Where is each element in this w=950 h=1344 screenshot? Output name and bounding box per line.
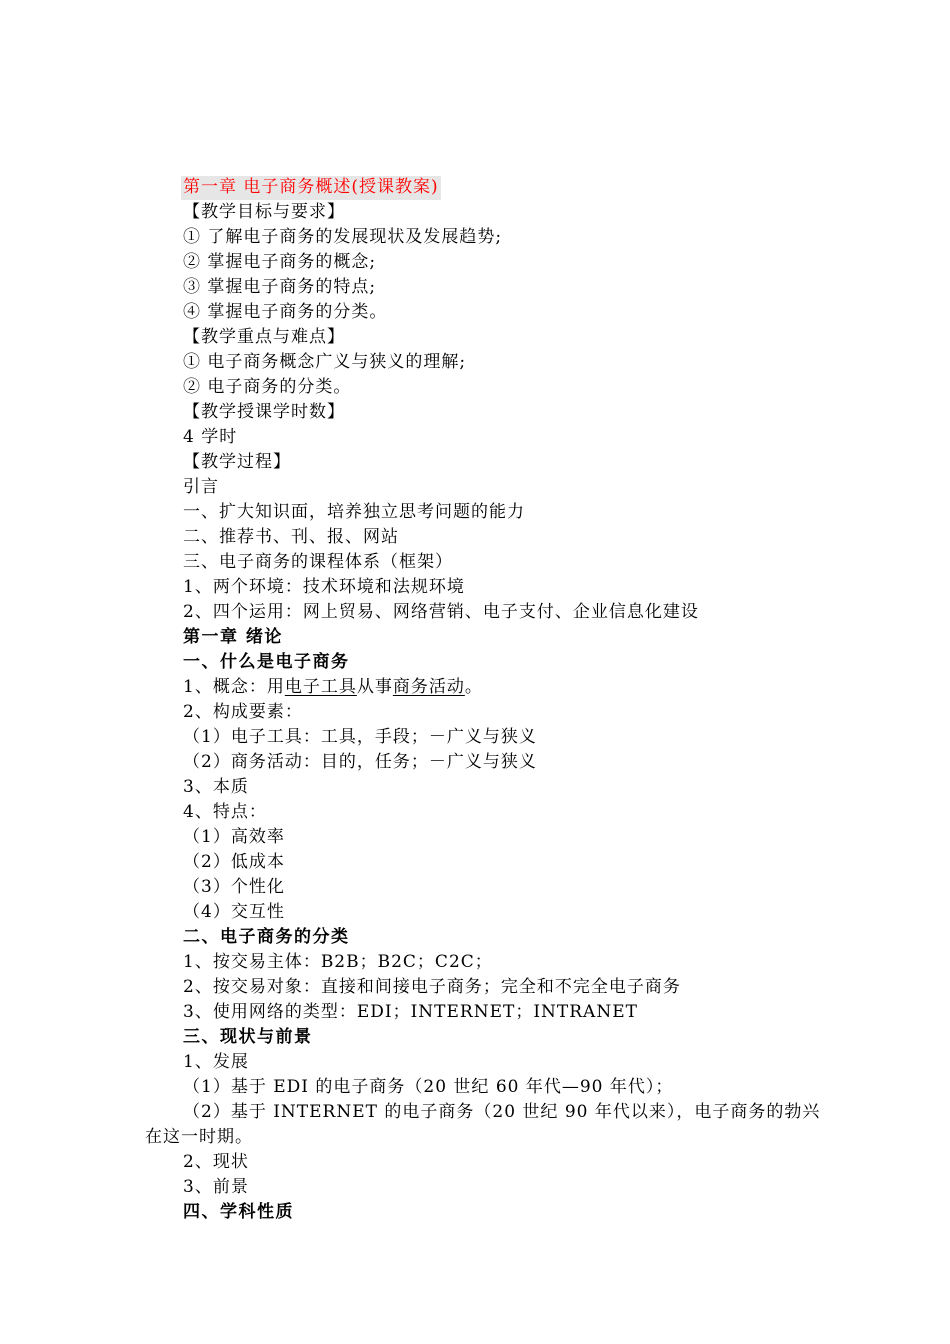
intro-item: 三、电子商务的课程体系（框架） <box>183 552 453 572</box>
section-item: （3）个性化 <box>183 877 285 897</box>
intro-item: 1、两个环境：技术环境和法规环境 <box>183 577 465 597</box>
section-item: （2）商务活动：目的，任务；－广义与狭义 <box>183 752 537 772</box>
section-item: 1、按交易主体：B2B；B2C；C2C； <box>183 952 493 972</box>
section-item: 2、现状 <box>183 1152 249 1172</box>
intro-label: 引言 <box>183 477 219 497</box>
section-item: 2、构成要素： <box>183 702 303 722</box>
section-heading: 四、学科性质 <box>183 1202 294 1222</box>
section-item: 3、使用网络的类型：EDI；INTERNET；INTRANET <box>183 1002 638 1022</box>
concept-mid: 从事 <box>356 677 393 697</box>
objective-item: ④ 掌握电子商务的分类。 <box>183 302 388 322</box>
hours-value: 4 学时 <box>183 427 238 447</box>
hours-heading: 【教学授课学时数】 <box>183 402 345 422</box>
process-heading: 【教学过程】 <box>183 452 291 472</box>
section-item: （2）基于 INTERNET 的电子商务（20 世纪 90 年代以来），电子商务的勃兴 <box>183 1102 821 1122</box>
objective-item: ① 了解电子商务的发展现状及发展趋势; <box>183 227 503 247</box>
objective-item: ② 掌握电子商务的概念; <box>183 252 377 272</box>
section-item: 2、按交易对象：直接和间接电子商务；完全和不完全电子商务 <box>183 977 681 997</box>
section-item: （2）低成本 <box>183 852 285 872</box>
chapter-heading: 第一章 绪论 <box>183 627 283 647</box>
concept-underlined-activity: 商务活动 <box>392 677 465 697</box>
concept-prefix: 1、概念：用 <box>183 677 285 697</box>
section-item: （4）交互性 <box>183 902 285 922</box>
section-item: 4、特点： <box>183 802 267 822</box>
objectives-heading: 【教学目标与要求】 <box>183 202 345 222</box>
keypoints-heading: 【教学重点与难点】 <box>183 327 345 347</box>
keypoint-item: ② 电子商务的分类。 <box>183 377 352 397</box>
section-heading: 三、现状与前景 <box>183 1027 313 1047</box>
keypoint-item: ① 电子商务概念广义与狭义的理解; <box>183 352 467 372</box>
section-item-continuation: 在这一时期。 <box>145 1127 253 1147</box>
section-item: （1）高效率 <box>183 827 285 847</box>
concept-end: 。 <box>464 677 483 697</box>
section-item: （1）基于 EDI 的电子商务（20 世纪 60 年代—90 年代）； <box>183 1077 674 1097</box>
document-title: 第一章 电子商务概述(授课教案) <box>181 176 441 200</box>
section-item: 1、发展 <box>183 1052 249 1072</box>
concept-underlined-tool: 电子工具 <box>284 677 357 697</box>
intro-item: 一、扩大知识面，培养独立思考问题的能力 <box>183 502 525 522</box>
section-heading: 二、电子商务的分类 <box>183 927 350 947</box>
concept-line <box>183 676 483 700</box>
section-item: （1）电子工具：工具，手段；－广义与狭义 <box>183 727 537 747</box>
section-item: 3、前景 <box>183 1177 249 1197</box>
intro-item: 2、四个运用：网上贸易、网络营销、电子支付、企业信息化建设 <box>183 602 699 622</box>
objective-item: ③ 掌握电子商务的特点; <box>183 277 377 297</box>
section-heading: 一、什么是电子商务 <box>183 652 350 672</box>
section-item: 3、本质 <box>183 777 249 797</box>
intro-item: 二、推荐书、刊、报、网站 <box>183 527 399 547</box>
